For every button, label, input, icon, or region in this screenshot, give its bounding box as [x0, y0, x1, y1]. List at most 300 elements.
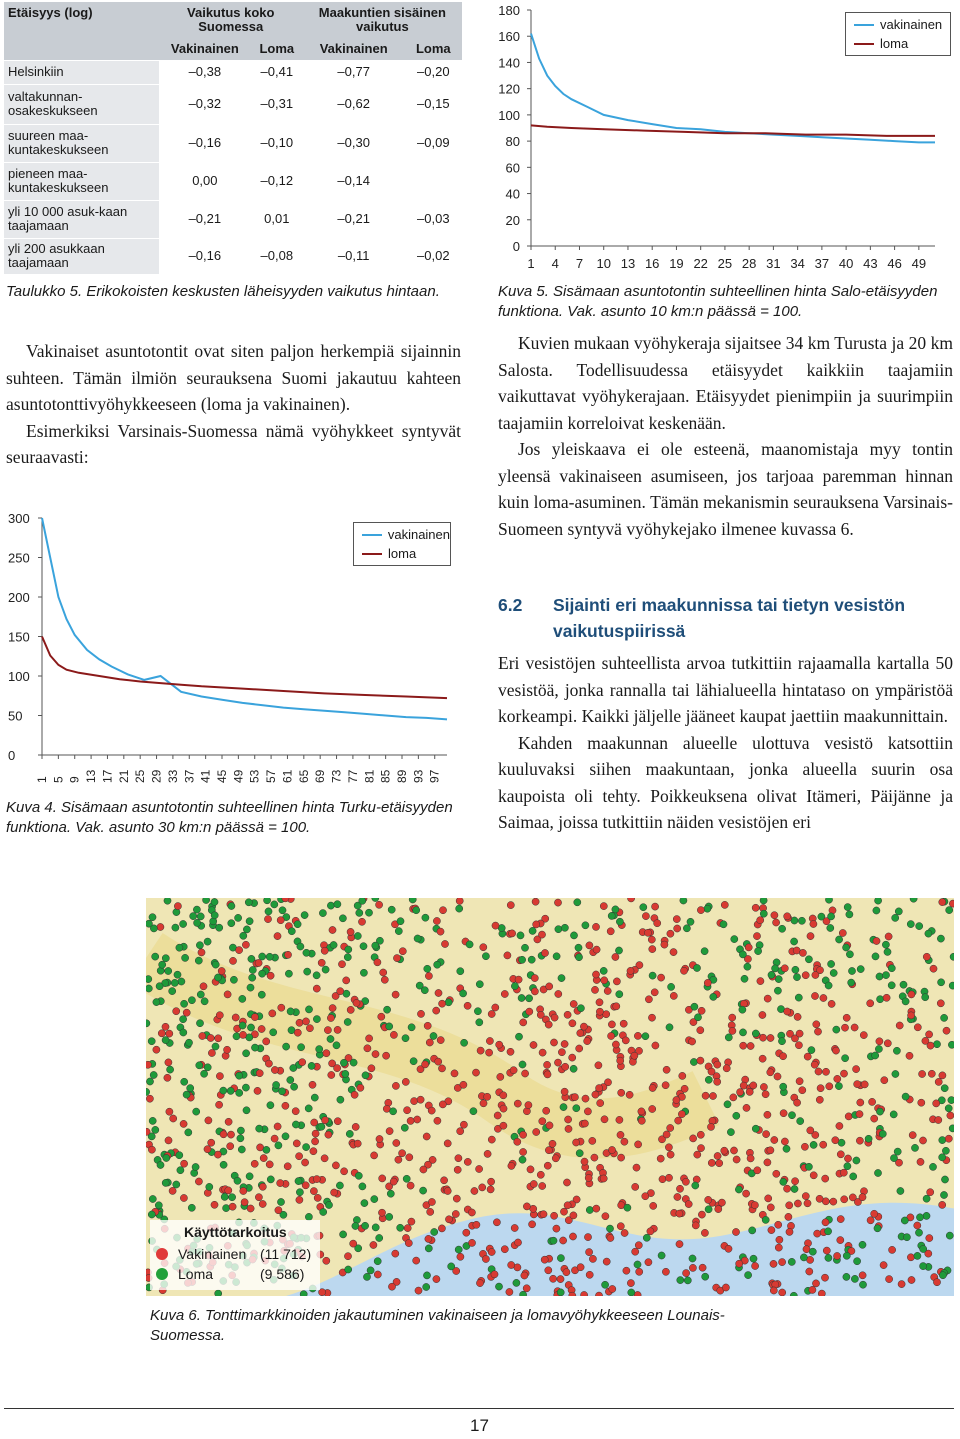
loma-dot — [851, 1275, 858, 1282]
x-tick-label: 1 — [527, 256, 535, 271]
vakinainen-dot — [476, 1280, 483, 1287]
loma-dot — [911, 1144, 918, 1151]
x-tick-label: 25 — [133, 769, 148, 783]
x-tick-label: 17 — [100, 769, 115, 783]
loma-dot — [339, 915, 346, 922]
vakinainen-dot — [679, 1072, 686, 1079]
row-label: Helsinkiin — [4, 60, 159, 84]
loma-dot — [271, 901, 278, 908]
loma-dot — [455, 1246, 462, 1253]
loma-dot — [201, 998, 208, 1005]
loma-dot — [408, 1024, 415, 1031]
loma-dot — [948, 1041, 954, 1048]
vakinainen-dot — [456, 898, 463, 905]
x-tick-label: 33 — [165, 769, 180, 783]
loma-dot — [230, 976, 237, 983]
vakinainen-dot — [607, 928, 614, 935]
loma-dot — [295, 1178, 302, 1185]
vakinainen-dot — [417, 1096, 424, 1103]
vakinainen-dot — [821, 1274, 828, 1281]
vakinainen-dot — [173, 1008, 180, 1015]
vakinainen-dot — [407, 1182, 414, 1189]
vakinainen-dot — [530, 1180, 537, 1187]
vakinainen-dot — [597, 1100, 604, 1107]
loma-dot — [892, 914, 899, 921]
loma-dot — [423, 1272, 430, 1279]
vakinainen-dot — [617, 1131, 624, 1138]
loma-dot — [705, 1206, 712, 1213]
loma-dot — [148, 1038, 155, 1045]
vakinainen-dot — [754, 1167, 761, 1174]
vakinainen-dot — [543, 1107, 550, 1114]
vakinainen-dot — [856, 1137, 863, 1144]
vakinainen-dot — [551, 1212, 558, 1219]
loma-dot — [354, 932, 361, 939]
loma-dot — [164, 898, 171, 904]
vakinainen-dot — [812, 1280, 819, 1287]
vakinainen-dot — [293, 1140, 300, 1147]
vakinainen-dot — [509, 930, 516, 937]
x-tick-label: 69 — [313, 769, 328, 783]
loma-dot — [316, 1046, 323, 1053]
vakinainen-dot — [550, 1275, 557, 1282]
vakinainen-dot — [220, 1131, 227, 1138]
vakinainen-dot — [667, 930, 674, 937]
loma-dot — [602, 1281, 609, 1288]
loma-dot — [185, 1039, 192, 1046]
loma-dot — [805, 1163, 812, 1170]
vakinainen-dot — [697, 1145, 704, 1152]
loma-dot — [228, 920, 235, 927]
loma-dot — [162, 1179, 169, 1186]
vakinainen-dot — [908, 1276, 915, 1283]
loma-dot — [517, 932, 524, 939]
x-tick-label: 85 — [378, 769, 393, 783]
loma-dot — [683, 925, 690, 932]
vakinainen-dot — [650, 1202, 657, 1209]
vakinainen-dot — [757, 978, 764, 985]
vakinainen-dot — [181, 1160, 188, 1167]
loma-dot — [888, 982, 895, 989]
y-tick-label: 0 — [8, 748, 16, 763]
legend-item-loma — [846, 34, 950, 53]
loma-dot — [735, 1186, 742, 1193]
vakinainen-dot — [256, 1070, 263, 1077]
vakinainen-dot — [837, 1216, 844, 1223]
loma-dot — [248, 955, 255, 962]
loma-dot — [174, 971, 181, 978]
vakinainen-dot — [520, 1019, 527, 1026]
vakinainen-dot — [525, 1102, 532, 1109]
vakinainen-dot — [501, 1246, 508, 1253]
vakinainen-dot — [642, 913, 649, 920]
vakinainen-dot — [627, 1280, 634, 1287]
loma-dot — [731, 936, 738, 943]
cell: –0,16 — [159, 238, 251, 274]
vakinainen-dot — [296, 1019, 303, 1026]
loma-dot — [283, 1043, 290, 1050]
vakinainen-dot — [392, 1250, 399, 1257]
paragraph: Eri vesistöjen suhteellista arvoa tutkittiin rajaamalla kartalla 50 vesistöä, jonka rannalla tai lähialueella hintataso on ympäristöä korkeampi. Kaikki jäljelle jääneet kaupat jaettiin maakunnittain. — [498, 653, 953, 726]
vakinainen-dot — [227, 1131, 234, 1138]
x-tick-label: 61 — [280, 769, 295, 783]
vakinainen-dot — [774, 1073, 781, 1080]
x-tick-label: 89 — [395, 769, 409, 783]
loma-dot — [342, 1070, 349, 1077]
x-tick-label: 41 — [198, 769, 213, 783]
table-header-whole-finland: Vaikutus koko Suomessa — [159, 2, 303, 38]
vakinainen-dot — [593, 1205, 600, 1212]
vakinainen-dot — [146, 1095, 153, 1102]
vakinainen-dot — [781, 1138, 788, 1145]
vakinainen-dot — [491, 1271, 498, 1278]
loma-dot — [363, 1273, 370, 1280]
vakinainen-dot — [390, 1031, 397, 1038]
loma-dot — [197, 913, 204, 920]
cell: –0,03 — [405, 200, 462, 238]
loma-dot — [292, 1121, 299, 1128]
loma-dot — [188, 997, 195, 1004]
vakinainen-dot — [414, 1116, 421, 1123]
loma-dot — [220, 1087, 227, 1094]
vakinainen-dot — [859, 1272, 866, 1279]
vakinainen-dot — [600, 1175, 607, 1182]
paragraph: Jos yleiskaava ei ole esteenä, maanomistaja myy tontin yleensä vakinaiseen asumiseen, jos tarjoaa paremman hinnan kuin loma-asuminen. Tämän mekanismin seurauksena Varsinais-Suomeen syntyvä vyöhykejako ilmenee kuvassa 6. — [498, 439, 953, 539]
vakinainen-dot — [648, 1014, 655, 1021]
vakinainen-dot — [732, 1228, 739, 1235]
vakinainen-dot — [585, 1174, 592, 1181]
vakinainen-dot — [383, 1052, 390, 1059]
loma-dot — [359, 898, 366, 904]
loma-dot — [424, 965, 431, 972]
vakinainen-dot — [751, 1202, 758, 1209]
loma-dot — [287, 1008, 294, 1015]
loma-dot — [177, 1167, 184, 1174]
vakinainen-dot — [404, 1225, 411, 1232]
loma-dot — [445, 999, 452, 1006]
vakinainen-dot — [482, 1255, 489, 1262]
loma-dot — [238, 1146, 245, 1153]
loma-dot — [372, 1224, 379, 1231]
vakinainen-dot — [667, 1151, 674, 1158]
vakinainen-dot — [907, 1254, 914, 1261]
loma-dot — [833, 1026, 840, 1033]
vakinainen-dot — [745, 944, 752, 951]
loma-dot — [243, 926, 250, 933]
vakinainen-dot — [323, 1257, 330, 1264]
loma-dot — [694, 1014, 701, 1021]
loma-dot — [941, 1014, 948, 1021]
vakinainen-dot — [601, 977, 608, 984]
loma-dot — [401, 1124, 408, 1131]
loma-dot — [600, 967, 607, 974]
vakinainen-dot — [593, 946, 600, 953]
x-tick-label: 10 — [596, 256, 611, 271]
vakinainen-dot — [760, 1083, 767, 1090]
vakinainen-dot — [743, 1104, 750, 1111]
vakinainen-dot — [708, 1068, 715, 1075]
vakinainen-dot — [935, 1078, 942, 1085]
table-subheader: Loma — [251, 38, 303, 60]
vakinainen-dot — [352, 1123, 359, 1130]
loma-dot — [165, 967, 172, 974]
page-number: 17 — [470, 1416, 489, 1435]
vakinainen-dot — [592, 971, 599, 978]
loma-dot — [303, 1144, 310, 1151]
x-tick-label: 13 — [84, 769, 99, 783]
vakinainen-dot — [570, 1000, 577, 1007]
vakinainen-dot — [856, 1111, 863, 1118]
loma-dot — [835, 1083, 842, 1090]
vakinainen-dot — [265, 1060, 272, 1067]
vakinainen-dot — [408, 1218, 415, 1225]
vakinainen-dot — [830, 1198, 837, 1205]
cell: –0,32 — [159, 84, 251, 124]
vakinainen-dot — [148, 1146, 155, 1153]
loma-dot — [897, 1187, 904, 1194]
vakinainen-dot — [539, 1118, 546, 1125]
vakinainen-dot — [354, 1140, 361, 1147]
vakinainen-dot — [914, 1222, 921, 1229]
loma-dot — [854, 1258, 861, 1265]
vakinainen-dot — [554, 899, 561, 906]
loma-dot — [750, 1255, 757, 1262]
vakinainen-dot — [612, 953, 619, 960]
vakinainen-dot — [225, 1187, 232, 1194]
table-subheader: Loma — [405, 38, 462, 60]
vakinainen-dot — [506, 1288, 513, 1295]
vakinainen-dot — [500, 1105, 507, 1112]
loma-dot — [246, 918, 253, 925]
loma-dot — [256, 1125, 263, 1132]
vakinainen-dot — [659, 1176, 666, 1183]
vakinainen-dot — [651, 989, 658, 996]
vakinainen-dot — [746, 1088, 753, 1095]
loma-dot — [386, 1213, 393, 1220]
loma-dot — [768, 971, 775, 978]
loma-dot — [725, 1034, 732, 1041]
y-tick-label: 60 — [505, 160, 520, 176]
loma-dot — [327, 902, 334, 909]
loma-dot — [907, 921, 914, 928]
loma-dot — [949, 982, 954, 989]
vakinainen-dot — [259, 1200, 266, 1207]
vakinainen-dot — [426, 1039, 433, 1046]
vakinainen-dot — [609, 1285, 616, 1292]
loma-dot — [178, 978, 185, 985]
vakinainen-dot — [918, 1099, 925, 1106]
vakinainen-dot — [464, 1002, 471, 1009]
loma-dot — [890, 1111, 897, 1118]
x-tick-label: 77 — [345, 769, 360, 783]
loma-dot — [828, 913, 835, 920]
paragraph: Vakinaiset asuntotontit ovat siten paljon herkempiä sijainnin suhteen. Tämän ilmiön seurauksena Suomi jakautuu kahteen asuntotonttivyöhykkeeseen (loma ja vakinainen). — [6, 341, 461, 414]
loma-dot — [270, 1029, 277, 1036]
vakinainen-dot — [216, 1012, 223, 1019]
loma-dot — [872, 953, 879, 960]
x-tick-label: 21 — [116, 769, 131, 783]
loma-dot — [176, 944, 183, 951]
loma-dot — [643, 1234, 650, 1241]
vakinainen-dot — [364, 1045, 371, 1052]
table-row — [4, 124, 462, 162]
vakinainen-dot — [840, 1169, 847, 1176]
loma-dot — [196, 942, 203, 949]
vakinainen-dot — [947, 1112, 954, 1119]
loma-dot — [923, 1195, 930, 1202]
vakinainen-dot — [241, 1199, 248, 1206]
vakinainen-dot — [514, 1100, 521, 1107]
vakinainen-dot — [453, 1195, 460, 1202]
vakinainen-dot — [500, 1122, 507, 1129]
loma-dot — [282, 1133, 289, 1140]
figure-4-caption: Kuva 4. Sisämaan asuntotontin suhteellinen hinta Turku-etäisyyden funktiona. Vak. asunto 30 km:n päässä = 100. — [6, 799, 453, 836]
vakinainen-dot — [380, 969, 387, 976]
vakinainen-dot — [771, 1136, 778, 1143]
cell: –0,09 — [405, 124, 462, 162]
loma-dot — [940, 1191, 947, 1198]
vakinainen-dot — [274, 933, 281, 940]
vakinainen-dot — [737, 1089, 744, 1096]
vakinainen-dot — [794, 1013, 801, 1020]
vakinainen-dot — [180, 1194, 187, 1201]
vakinainen-dot — [277, 1180, 284, 1187]
loma-dot — [825, 898, 832, 903]
vakinainen-dot — [455, 1155, 462, 1162]
loma-dot — [448, 1263, 455, 1270]
vakinainen-dot — [764, 1159, 771, 1166]
vakinainen-dot — [357, 1084, 364, 1091]
loma-dot — [247, 1024, 254, 1031]
results-table — [4, 2, 462, 274]
vakinainen-dot — [413, 1257, 420, 1264]
vakinainen-dot — [571, 1094, 578, 1101]
vakinainen-dot — [531, 975, 538, 982]
loma-dot — [916, 1214, 923, 1221]
loma-dot — [327, 1035, 334, 1042]
vakinainen-dot — [697, 1027, 704, 1034]
loma-dot — [791, 938, 798, 945]
loma-dot — [340, 1059, 347, 1066]
loma-dot — [273, 1081, 280, 1088]
y-tick-label: 140 — [498, 55, 520, 71]
vakinainen-dot — [584, 1234, 591, 1241]
vakinainen-dot — [764, 1111, 771, 1118]
vakinainen-dot — [644, 929, 651, 936]
loma-dot — [367, 1267, 374, 1274]
vakinainen-dot — [492, 922, 499, 929]
vakinainen-dot — [200, 983, 207, 990]
vakinainen-dot — [254, 1087, 261, 1094]
loma-dot — [939, 1154, 946, 1161]
vakinainen-dot — [860, 1032, 867, 1039]
vakinainen-dot — [786, 1202, 793, 1209]
loma-dot — [677, 1277, 684, 1284]
loma-dot — [920, 1245, 927, 1252]
vakinainen-dot — [508, 1162, 515, 1169]
loma-dot — [203, 898, 210, 904]
paragraph: Esimerkiksi Varsinais-Suomessa nämä vyöhykkeet syntyvät seuraavasti: — [6, 420, 461, 467]
vakinainen-dot — [586, 942, 593, 949]
vakinainen-dot — [337, 988, 344, 995]
loma-dot — [247, 984, 254, 991]
y-tick-label: 120 — [498, 81, 520, 97]
x-tick-label: 40 — [838, 256, 854, 271]
table-row — [4, 60, 462, 84]
vakinainen-dot — [437, 1037, 444, 1044]
loma-dot — [330, 941, 337, 948]
loma-dot — [313, 972, 320, 979]
vakinainen-dot — [638, 1108, 645, 1115]
vakinainen-dot — [457, 1128, 464, 1135]
vakinainen-dot — [157, 923, 164, 930]
vakinainen-dot — [926, 1031, 933, 1038]
x-tick-label: 34 — [790, 256, 805, 271]
loma-dot — [155, 1202, 162, 1209]
vakinainen-dot — [662, 1082, 669, 1089]
loma-dot — [875, 1045, 882, 1052]
vakinainen-dot — [617, 1223, 624, 1230]
loma-dot — [294, 921, 301, 928]
vakinainen-dot — [702, 1092, 709, 1099]
loma-dot — [346, 1130, 353, 1137]
vakinainen-dot — [259, 1183, 266, 1190]
loma-dot — [365, 909, 372, 916]
vakinainen-dot — [549, 1140, 556, 1147]
loma-dot — [229, 1194, 236, 1201]
vakinainen-dot — [676, 1210, 683, 1217]
vakinainen-dot — [841, 1024, 848, 1031]
vakinainen-dot — [804, 1200, 811, 1207]
loma-dot — [150, 1071, 157, 1078]
vakinainen-dot — [415, 1287, 422, 1294]
vakinainen-dot — [715, 1206, 722, 1213]
loma-dot — [470, 1108, 477, 1115]
loma-dot — [586, 1206, 593, 1213]
vakinainen-dot — [807, 933, 814, 940]
vakinainen-dot — [697, 907, 704, 914]
vakinainen-dot — [174, 903, 181, 910]
vakinainen-dot — [633, 1164, 640, 1171]
loma-dot — [752, 1030, 759, 1037]
loma-dot — [558, 975, 565, 982]
vakinainen-dot — [649, 946, 656, 953]
loma-dot — [300, 1291, 307, 1296]
loma-dot — [693, 964, 700, 971]
loma-dot — [689, 1255, 696, 1262]
vakinainen-dot — [266, 1161, 273, 1168]
vakinainen-dot — [577, 1030, 584, 1037]
loma-dot — [242, 1084, 249, 1091]
x-tick-label: 31 — [766, 256, 781, 271]
vakinainen-dot — [381, 976, 388, 983]
vakinainen-dot — [784, 913, 791, 920]
loma-dot — [877, 996, 884, 1003]
loma-dot — [318, 1123, 325, 1130]
x-tick-label: 46 — [887, 256, 902, 271]
vakinainen-dot — [331, 1189, 338, 1196]
vakinainen-dot — [434, 1117, 441, 1124]
vakinainen-dot — [663, 1066, 670, 1073]
loma-dot — [156, 983, 163, 990]
legend-swatch — [854, 24, 874, 26]
loma-dot — [710, 993, 717, 1000]
vakinainen-dot — [581, 1291, 588, 1296]
vakinainen-dot — [433, 917, 440, 924]
vakinainen-dot — [158, 1030, 165, 1037]
vakinainen-dot — [750, 1082, 757, 1089]
vakinainen-dot — [208, 1139, 215, 1146]
